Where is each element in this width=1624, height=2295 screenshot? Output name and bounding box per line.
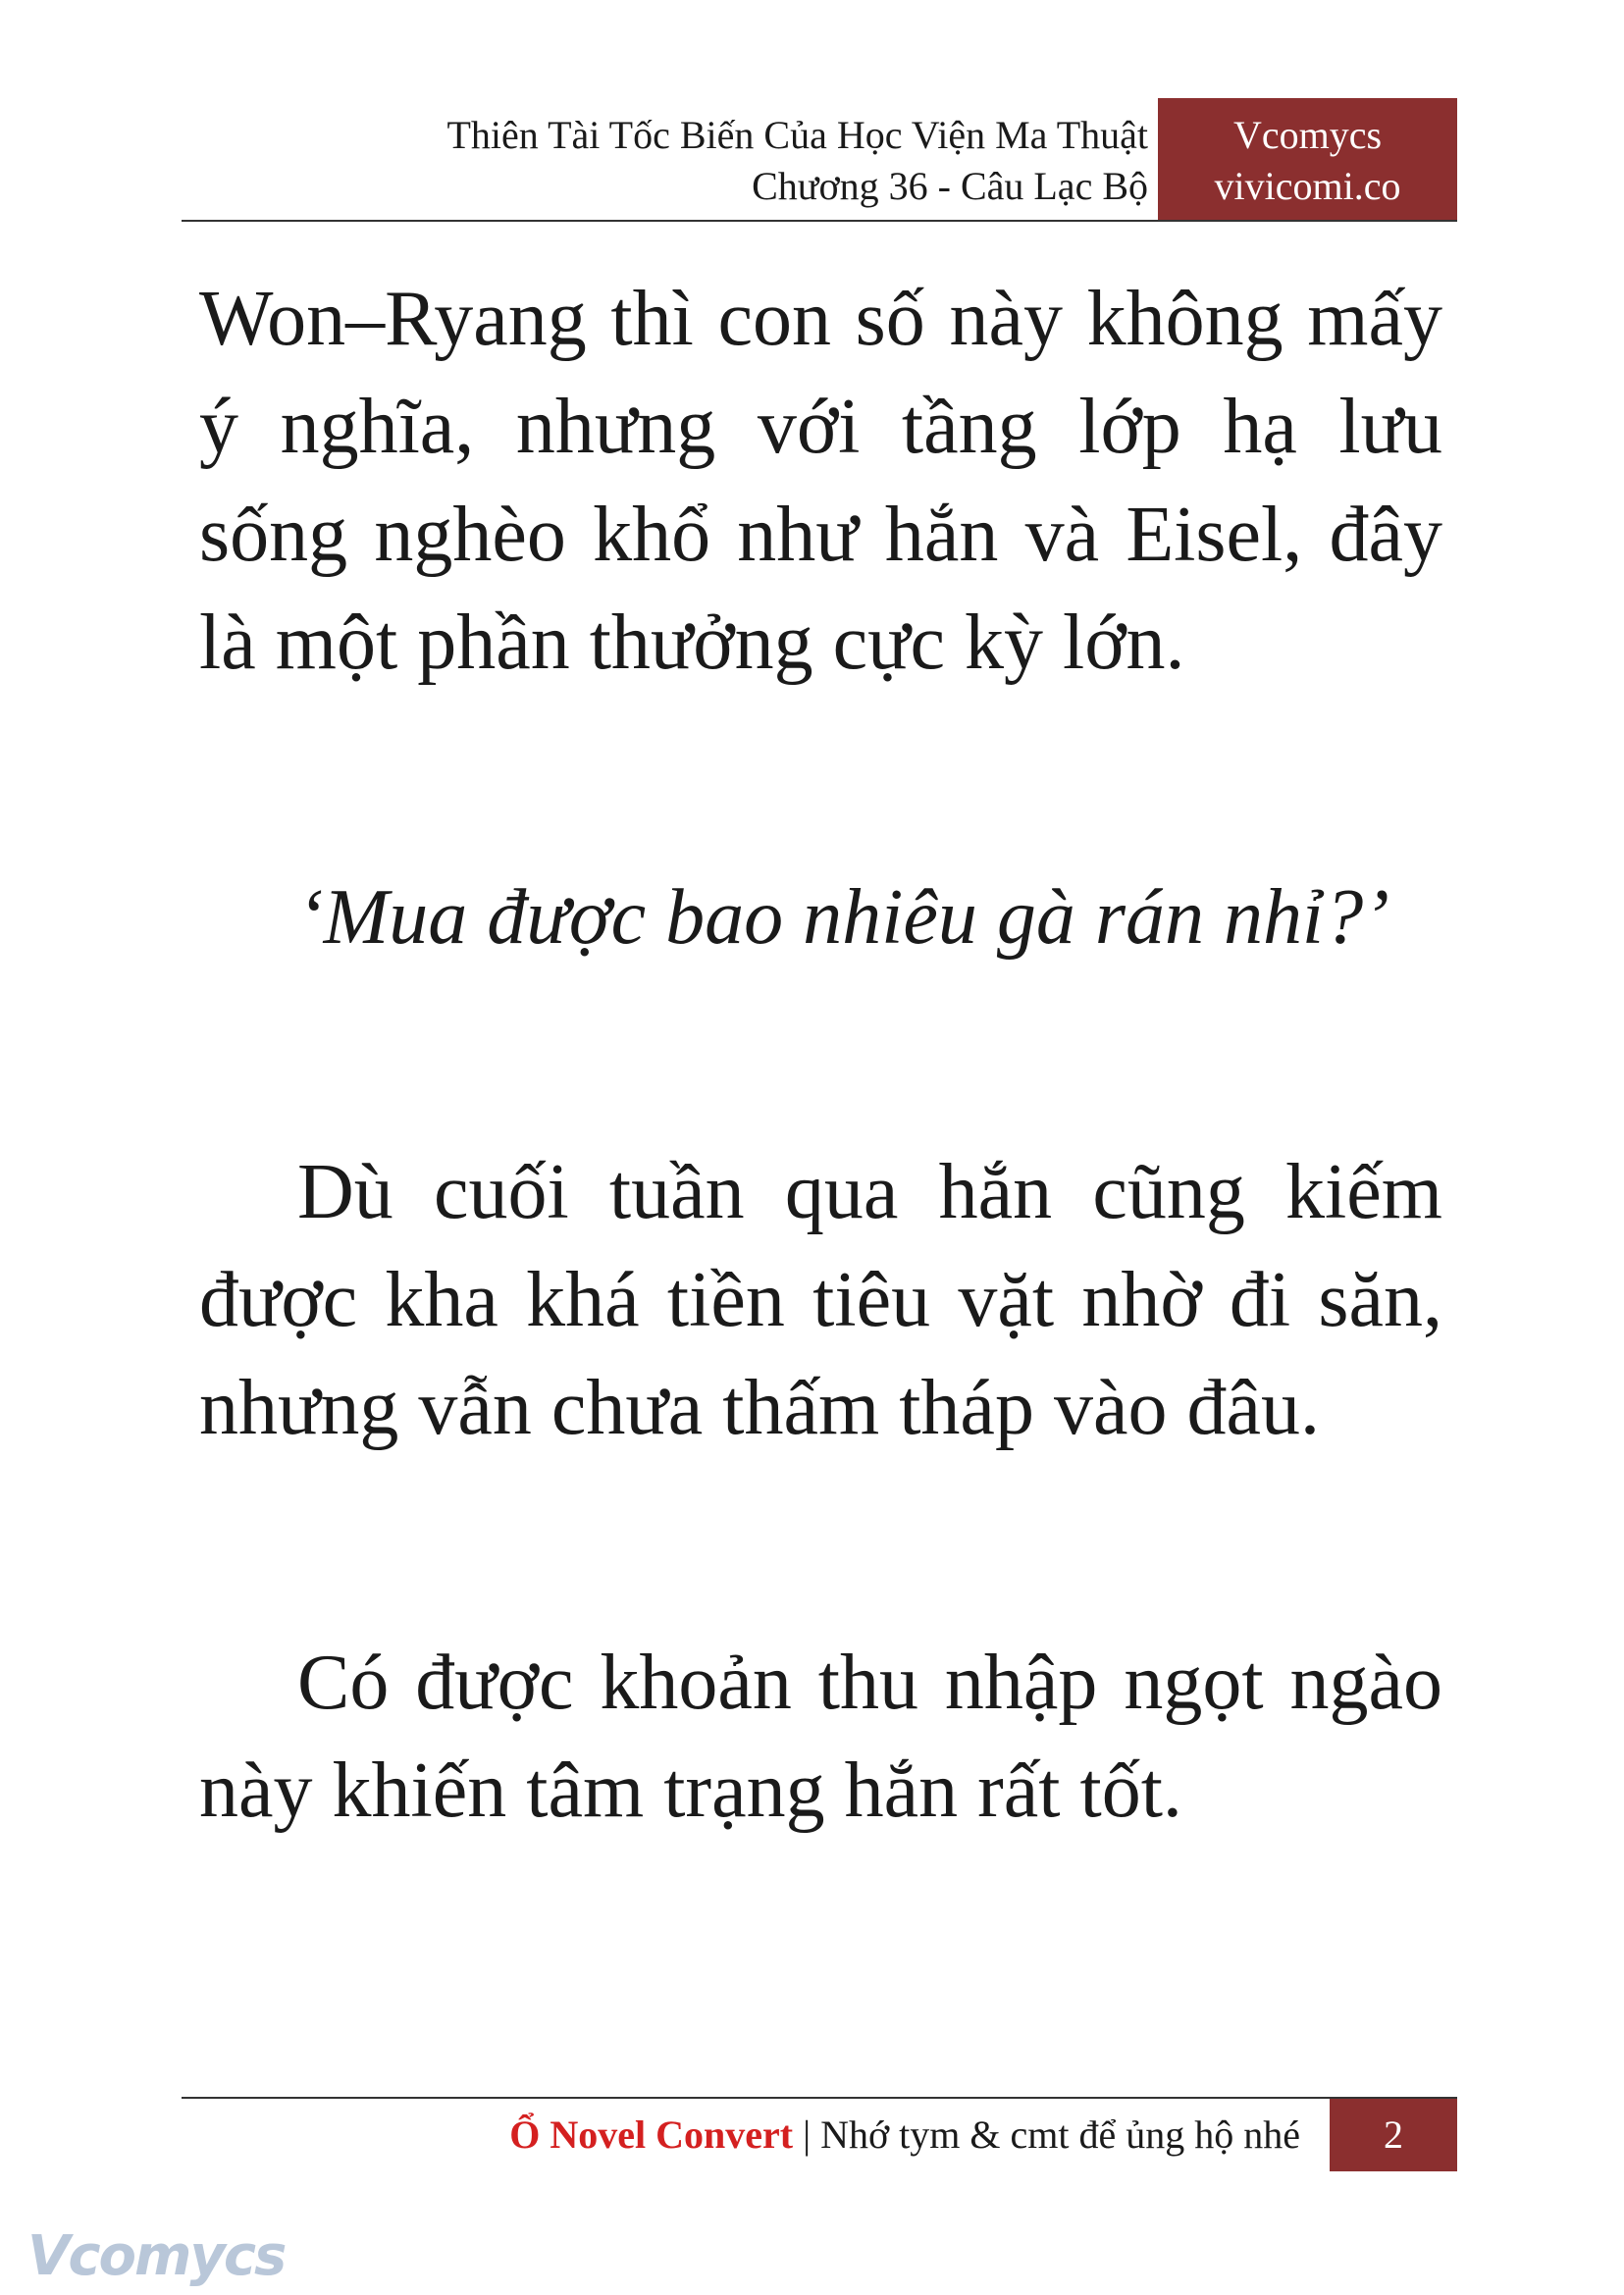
- footer-message: Nhớ tym & cmt để ủng hộ nhé: [820, 2112, 1300, 2157]
- chapter-title: Chương 36 - Câu Lạc Bộ: [752, 164, 1148, 208]
- paragraph-gap: [199, 697, 1442, 863]
- paragraph-gap: [199, 1462, 1442, 1629]
- footer-text: [509, 2099, 1300, 2171]
- paragraph-gap: [199, 971, 1442, 1138]
- thought-paragraph: ‘Mua được bao nhiêu gà rán nhỉ?’: [297, 874, 1389, 961]
- brand-name: Vcomycs: [1232, 113, 1383, 157]
- book-title: Thiên Tài Tốc Biến Của Học Viện Ma Thuật: [446, 113, 1148, 157]
- footer-brand: Ổ Novel Convert: [509, 2112, 794, 2157]
- brand-site: vivicomi.co: [1214, 164, 1401, 208]
- header-titles: [182, 98, 1148, 220]
- chapter-content: [199, 265, 1442, 1845]
- brand-box: [1158, 98, 1457, 220]
- footer-separator: |: [803, 2112, 812, 2157]
- page-header: [182, 98, 1457, 220]
- paragraph: Có được khoản thu nhập ngọt ngào này khiến tâm trạng hắn rất tốt.: [199, 1640, 1442, 1834]
- header-divider: [182, 220, 1457, 222]
- paragraph: Won–Ryang thì con số này không mấy ý nghĩa, nhưng với tầng lớp hạ lưu sống nghèo khổ như hắn và Eisel, đây là một phần thưởng cực kỳ lớn.: [199, 276, 1442, 686]
- watermark-logo: Vcomycs: [27, 2224, 286, 2288]
- page-number: 2: [1330, 2099, 1457, 2171]
- page-footer: [182, 2099, 1457, 2171]
- paragraph: Dù cuối tuần qua hắn cũng kiếm được kha khá tiền tiêu vặt nhờ đi săn, nhưng vẫn chưa thấm tháp vào đâu.: [199, 1149, 1442, 1451]
